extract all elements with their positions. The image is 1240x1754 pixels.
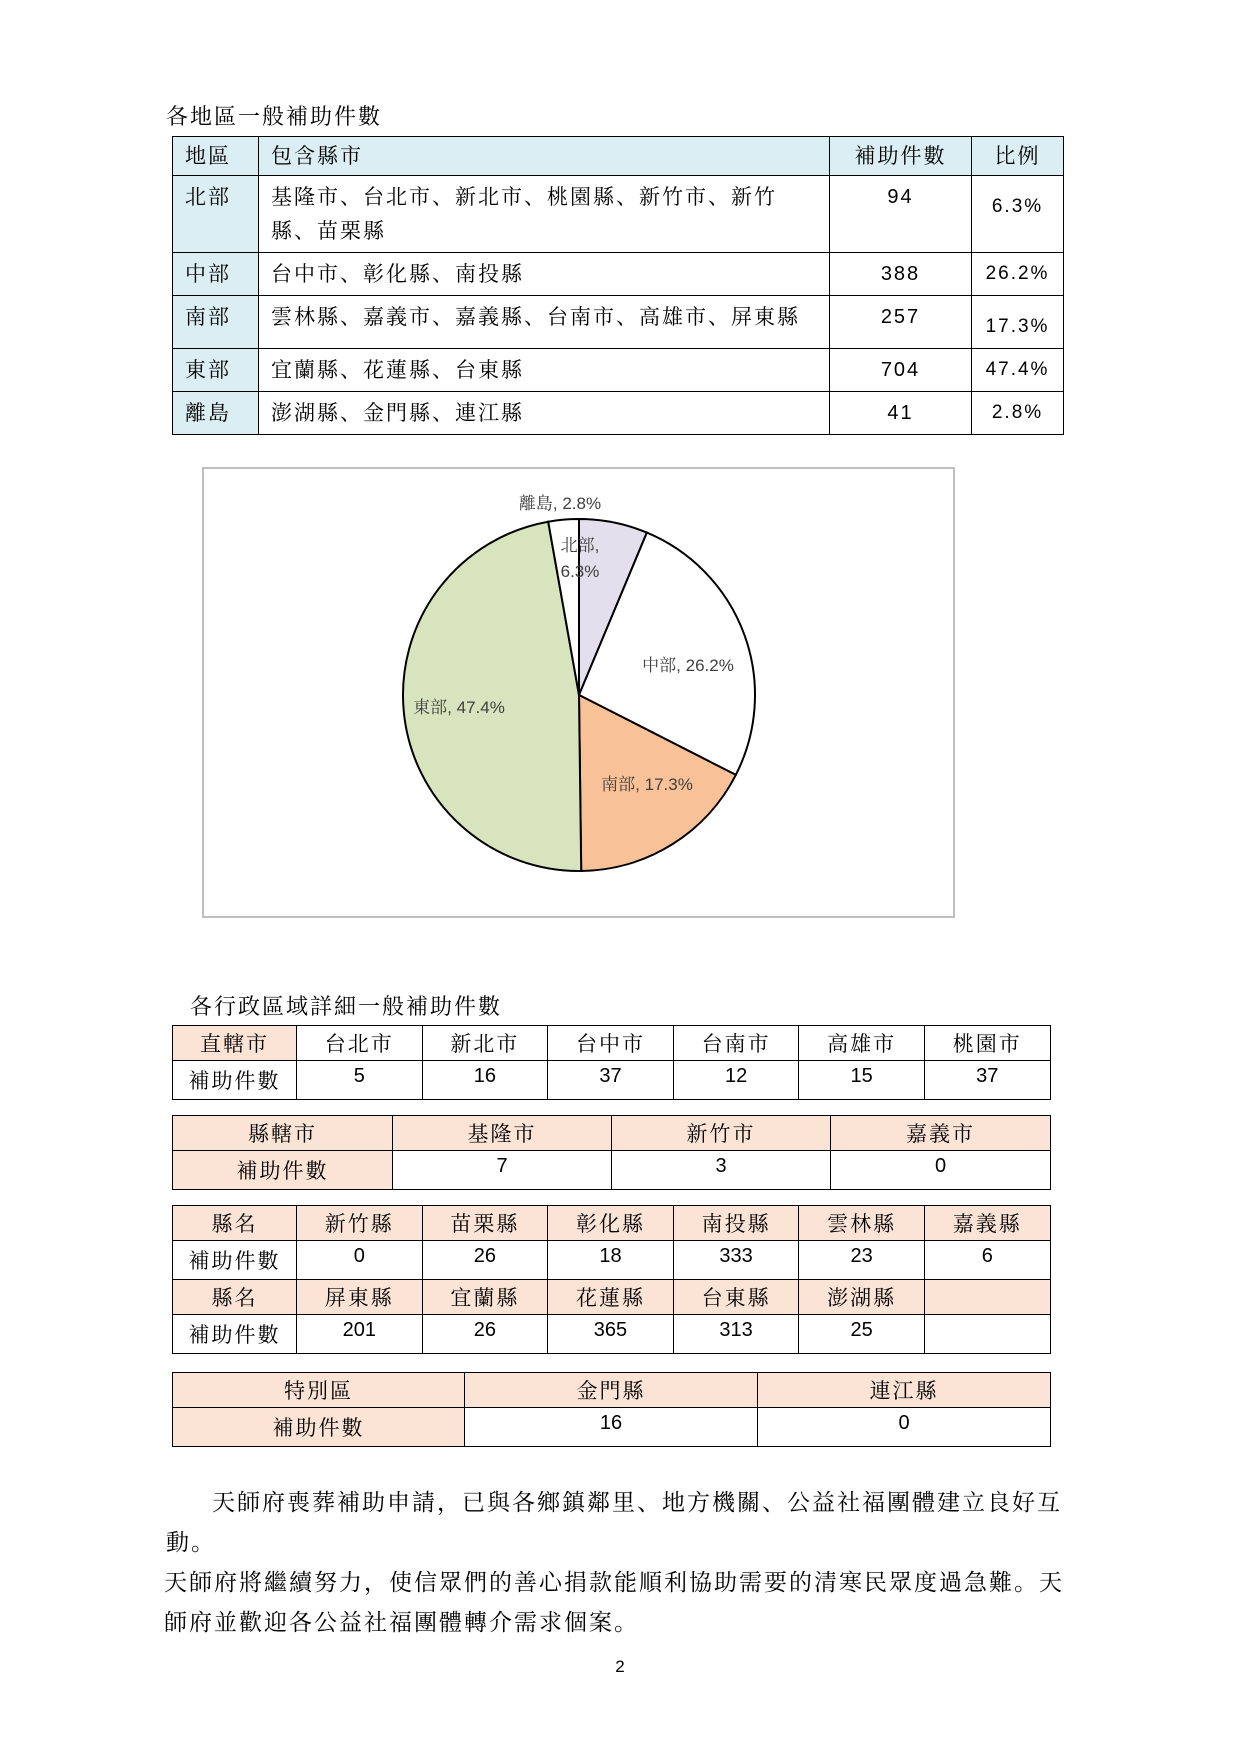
municipality-name: 台南市	[673, 1026, 799, 1061]
county-table	[172, 1205, 1051, 1354]
count-cell: 26	[422, 1241, 548, 1280]
county-name: 雲林縣	[799, 1206, 925, 1241]
count-cell: 201	[297, 1315, 423, 1354]
county-label: 縣名	[173, 1206, 297, 1241]
county-label: 縣名	[173, 1280, 297, 1315]
pie-label-3: 東部, 47.4%	[413, 698, 505, 717]
ratio-cell: 17.3%	[972, 296, 1064, 349]
region-cell: 中部	[173, 253, 259, 296]
count-cell: 25	[799, 1315, 925, 1354]
table-header-row	[173, 137, 1064, 176]
count-cell: 365	[548, 1315, 674, 1354]
pie-chart	[204, 469, 953, 916]
special-label: 特別區	[173, 1373, 465, 1408]
count-cell: 388	[830, 253, 972, 296]
county-name: 屏東縣	[297, 1280, 423, 1315]
municipality-table	[172, 1025, 1051, 1100]
counties-cell: 宜蘭縣、花蓮縣、台東縣	[259, 349, 830, 392]
counties-cell: 雲林縣、嘉義市、嘉義縣、台南市、高雄市、屏東縣	[259, 296, 830, 349]
table-row	[173, 392, 1064, 435]
ratio-cell: 6.3%	[972, 176, 1064, 253]
municipality-label: 直轄市	[173, 1026, 297, 1061]
count-cell: 37	[548, 1061, 674, 1100]
city-table	[172, 1115, 1051, 1190]
count-cell: 333	[673, 1241, 799, 1280]
county-name: 苗栗縣	[422, 1206, 548, 1241]
count-cell: 12	[673, 1061, 799, 1100]
page-number: 2	[615, 1657, 625, 1676]
municipality-name: 高雄市	[799, 1026, 925, 1061]
header-ratio: 比例	[972, 137, 1064, 176]
region-cell: 南部	[173, 296, 259, 349]
count-cell: 23	[799, 1241, 925, 1280]
city-name: 嘉義市	[831, 1116, 1051, 1151]
municipality-name: 桃園市	[924, 1026, 1050, 1061]
special-area-table	[172, 1372, 1051, 1447]
count-cell: 6	[924, 1241, 1050, 1280]
table-row	[173, 296, 1064, 349]
count-label: 補助件數	[173, 1315, 297, 1354]
city-name: 基隆市	[393, 1116, 612, 1151]
count-cell: 3	[612, 1151, 831, 1190]
city-name-row	[173, 1116, 1051, 1151]
county-count-row	[173, 1241, 1051, 1280]
count-cell: 0	[831, 1151, 1051, 1190]
county-name: 澎湖縣	[799, 1280, 925, 1315]
pie-label-2: 南部, 17.3%	[601, 775, 693, 794]
count-cell: 15	[799, 1061, 925, 1100]
count-label: 補助件數	[173, 1061, 297, 1100]
paragraph-line: 天師府將繼續努力，使信眾們的善心捐款能順利協助需要的清寒民眾度過急難。天	[164, 1570, 1064, 1596]
header-region: 地區	[173, 137, 259, 176]
count-cell: 0	[758, 1408, 1051, 1447]
count-cell	[924, 1315, 1050, 1354]
city-name: 新竹市	[612, 1116, 831, 1151]
municipality-name-row	[173, 1026, 1051, 1061]
count-label: 補助件數	[173, 1408, 465, 1447]
city-label: 縣轄市	[173, 1116, 393, 1151]
county-name: 南投縣	[673, 1206, 799, 1241]
county-name: 台東縣	[673, 1280, 799, 1315]
regional-table	[172, 136, 1064, 435]
count-cell: 704	[830, 349, 972, 392]
pie-label-0: 北部, 6.3%	[560, 536, 600, 581]
count-cell: 26	[422, 1315, 548, 1354]
county-name	[924, 1280, 1050, 1315]
municipality-name: 台北市	[297, 1026, 423, 1061]
pie-label-4: 離島, 2.8%	[518, 494, 602, 513]
table-row	[173, 176, 1064, 253]
counties-cell: 台中市、彰化縣、南投縣	[259, 253, 830, 296]
count-label: 補助件數	[173, 1151, 393, 1190]
count-cell: 16	[422, 1061, 548, 1100]
special-name: 連江縣	[758, 1373, 1051, 1408]
header-count: 補助件數	[830, 137, 972, 176]
count-cell: 16	[465, 1408, 758, 1447]
count-cell: 41	[830, 392, 972, 435]
region-cell: 北部	[173, 176, 259, 253]
municipality-name: 新北市	[422, 1026, 548, 1061]
region-cell: 東部	[173, 349, 259, 392]
ratio-cell: 26.2%	[972, 253, 1064, 296]
counties-cell: 澎湖縣、金門縣、連江縣	[259, 392, 830, 435]
paragraph-line: 師府並歡迎各公益社福團體轉介需求個案。	[164, 1610, 639, 1636]
county-count-row	[173, 1315, 1051, 1354]
table-row	[173, 253, 1064, 296]
count-label: 補助件數	[173, 1241, 297, 1280]
count-cell: 94	[830, 176, 972, 253]
paragraph-line: 天師府喪葬補助申請，已與各鄉鎮鄰里、地方機關、公益社福團體建立良好互動。	[166, 1490, 1062, 1556]
detail-table-caption: 各行政區域詳細一般補助件數	[190, 995, 503, 1020]
county-name: 花蓮縣	[548, 1280, 674, 1315]
pie-chart-frame	[202, 467, 955, 918]
count-cell: 313	[673, 1315, 799, 1354]
county-name: 彰化縣	[548, 1206, 674, 1241]
count-cell: 18	[548, 1241, 674, 1280]
county-name: 新竹縣	[297, 1206, 423, 1241]
counties-cell: 基隆市、台北市、新北市、桃園縣、新竹市、新竹縣、苗栗縣	[259, 176, 830, 253]
county-name: 宜蘭縣	[422, 1280, 548, 1315]
table-row	[173, 349, 1064, 392]
ratio-cell: 2.8%	[972, 392, 1064, 435]
municipality-count-row	[173, 1061, 1051, 1100]
regional-table-caption: 各地區一般補助件數	[166, 105, 383, 130]
municipality-name: 台中市	[548, 1026, 674, 1061]
special-name-row	[173, 1373, 1051, 1408]
count-cell: 37	[924, 1061, 1050, 1100]
pie-label-1: 中部, 26.2%	[642, 656, 734, 675]
header-counties: 包含縣市	[259, 137, 830, 176]
county-name: 嘉義縣	[924, 1206, 1050, 1241]
city-count-row	[173, 1151, 1051, 1190]
region-cell: 離島	[173, 392, 259, 435]
special-name: 金門縣	[465, 1373, 758, 1408]
pie-slice-3	[403, 522, 581, 871]
special-count-row	[173, 1408, 1051, 1447]
county-name-row	[173, 1280, 1051, 1315]
county-name-row	[173, 1206, 1051, 1241]
count-cell: 257	[830, 296, 972, 349]
count-cell: 7	[393, 1151, 612, 1190]
count-cell: 0	[297, 1241, 423, 1280]
count-cell: 5	[297, 1061, 423, 1100]
closing-paragraph	[166, 1483, 1106, 1643]
ratio-cell: 47.4%	[972, 349, 1064, 392]
